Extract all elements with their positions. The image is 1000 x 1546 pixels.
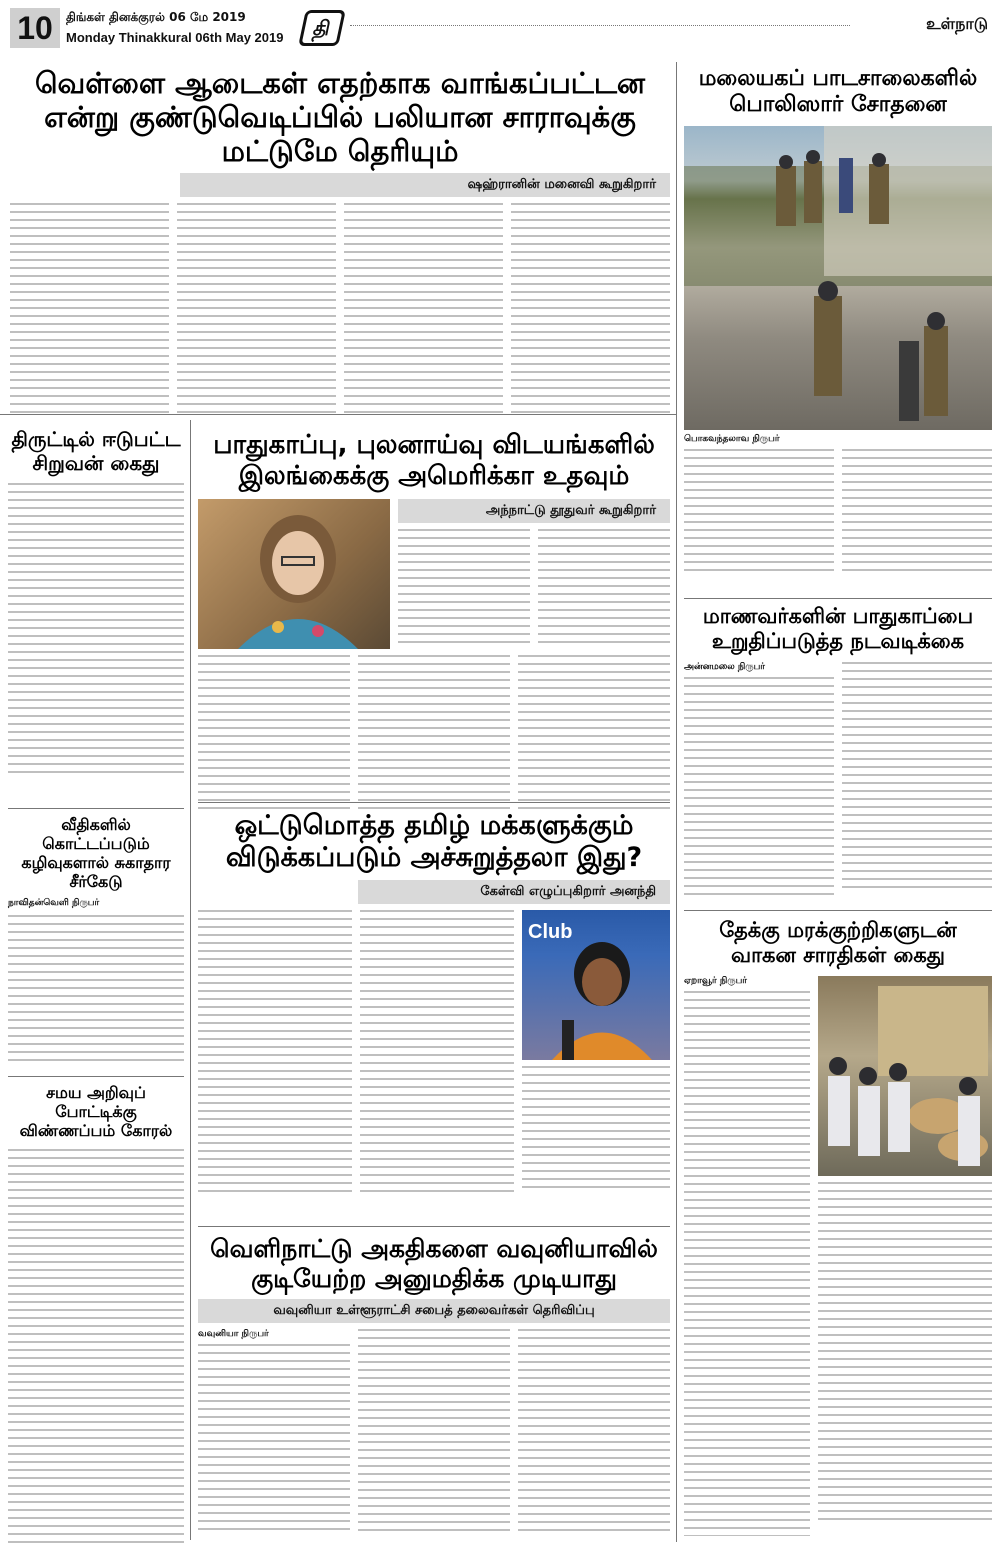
police-officers-image xyxy=(684,126,992,430)
text-column xyxy=(818,976,992,1536)
body-columns xyxy=(198,1329,670,1539)
body-columns xyxy=(684,976,992,1536)
text-column xyxy=(358,655,510,815)
ambassador-image xyxy=(198,499,390,649)
divider xyxy=(198,802,670,803)
teak-logs-photo xyxy=(818,976,992,1176)
headline: வெளிநாட்டு அகதிகளை வவுனியாவில் குடியேற்ற அனுமதிக்க முடியாது xyxy=(210,1234,658,1293)
text-column xyxy=(358,1329,510,1539)
page-number: 10 xyxy=(10,8,60,48)
headline: ஒட்டுமொத்த தமிழ் மக்களுக்கும் விடுக்கப்படும் அச்சுறுத்தலா இது? xyxy=(225,810,643,873)
subhead: வவுனியா உள்ளூராட்சி சபைத் தலைவர்கள் தெரிவிப்பு xyxy=(198,1299,670,1323)
body-columns xyxy=(198,655,670,815)
text-column xyxy=(344,203,503,425)
body-text xyxy=(8,915,184,1065)
text-column xyxy=(842,662,992,902)
article-student-safety xyxy=(684,604,992,902)
article-ananthi-question xyxy=(198,810,670,1200)
date-english: Monday Thinakkural 06th May 2019 xyxy=(66,30,284,45)
article-teak-logs xyxy=(684,918,992,1536)
divider xyxy=(8,1076,184,1077)
article-refugees-vavuniya xyxy=(198,1234,670,1539)
text-column xyxy=(538,529,670,649)
divider xyxy=(198,1226,670,1227)
text-column xyxy=(511,203,670,425)
headline: வெள்ளை ஆடைகள் எதற்காக வாங்கப்பட்டன என்று குண்டுவெடிப்பில் பலியான சாராவுக்கு மட்டுமே தெரியும் xyxy=(34,66,646,169)
ananthi-image xyxy=(522,910,670,1060)
text-column xyxy=(360,910,514,1200)
body-columns xyxy=(10,203,670,425)
byline: ஏறாவூர் நிருபர் xyxy=(684,975,748,986)
subhead: ஷஹ்ரானின் மனைவி கூறுகிறார் xyxy=(180,173,670,197)
text-column xyxy=(842,449,992,583)
ananthi-photo xyxy=(522,910,670,1060)
body-columns xyxy=(198,910,514,1200)
headline: பாதுகாப்பு, புலனாய்வு விடயங்களில் இலங்கைக்கு அமெரிக்கா உதவும் xyxy=(213,430,655,491)
page-header xyxy=(0,0,1000,60)
text-column xyxy=(198,655,350,815)
body-text xyxy=(8,1149,184,1546)
subhead: அந்நாட்டு தூதுவர் கூறுகிறார் xyxy=(398,499,670,523)
text-column xyxy=(684,662,834,902)
article-boy-arrested xyxy=(8,428,184,783)
header-divider xyxy=(350,25,850,26)
byline: அன்னமலை நிருபர் xyxy=(684,661,766,672)
arrested-drivers-image xyxy=(818,976,992,1176)
police-photo xyxy=(684,126,992,430)
article-sahran-wife xyxy=(10,66,670,425)
text-column xyxy=(518,1329,670,1539)
body-columns xyxy=(684,662,992,902)
byline: பொகவந்தலாவ நிருபர் xyxy=(684,433,780,444)
text-column xyxy=(177,203,336,425)
date-tamil: திங்கள் தினக்குரல் 06 மே 2019 xyxy=(66,10,246,24)
text-column xyxy=(518,655,670,815)
body-columns xyxy=(398,529,670,649)
divider xyxy=(8,808,184,809)
headline: வீதிகளில் கொட்டப்படும் கழிவுகளால் சுகாதார சீர்கேடு xyxy=(21,815,171,891)
article-us-assistance xyxy=(198,430,670,815)
byline: நாவிதன்வெளி நிருபர் xyxy=(8,897,100,908)
divider xyxy=(684,910,992,911)
headline: மலையகப் பாடசாலைகளில் பொலிஸார் சோதனை xyxy=(698,66,978,117)
text-column xyxy=(684,449,834,583)
divider xyxy=(684,598,992,599)
article-religious-quiz xyxy=(8,1084,184,1546)
byline: வவுனியா நிருபர் xyxy=(198,1329,269,1339)
text-column xyxy=(198,910,352,1200)
photo-banner-text: Club xyxy=(528,920,573,943)
column-divider xyxy=(190,420,191,1540)
headline: திருட்டில் ஈடுபட்ட சிறுவன் கைது xyxy=(11,427,181,475)
text-column xyxy=(684,976,810,1536)
ambassador-photo xyxy=(198,499,390,649)
article-school-police-check xyxy=(684,66,992,583)
column-divider xyxy=(676,62,677,1542)
subhead: கேள்வி எழுப்புகிறார் அனந்தி xyxy=(358,880,670,904)
headline: தேக்கு மரக்குற்றிகளுடன் வாகன சாரதிகள் கைது xyxy=(719,918,957,967)
headline: சமய அறிவுப் போட்டிக்கு விண்ணப்பம் கோரல் xyxy=(19,1083,173,1140)
headline: மாணவர்களின் பாதுகாப்பை உறுதிப்படுத்த நடவடிக்கை xyxy=(702,604,974,653)
text-column xyxy=(398,529,530,649)
section-name: உள்நாடு xyxy=(926,14,988,33)
newspaper-logo: தி xyxy=(298,10,346,46)
body-text xyxy=(8,483,184,783)
text-column xyxy=(10,203,169,425)
article-roadside-waste xyxy=(8,816,184,1065)
text-column xyxy=(198,1329,350,1539)
body-columns xyxy=(684,449,992,583)
